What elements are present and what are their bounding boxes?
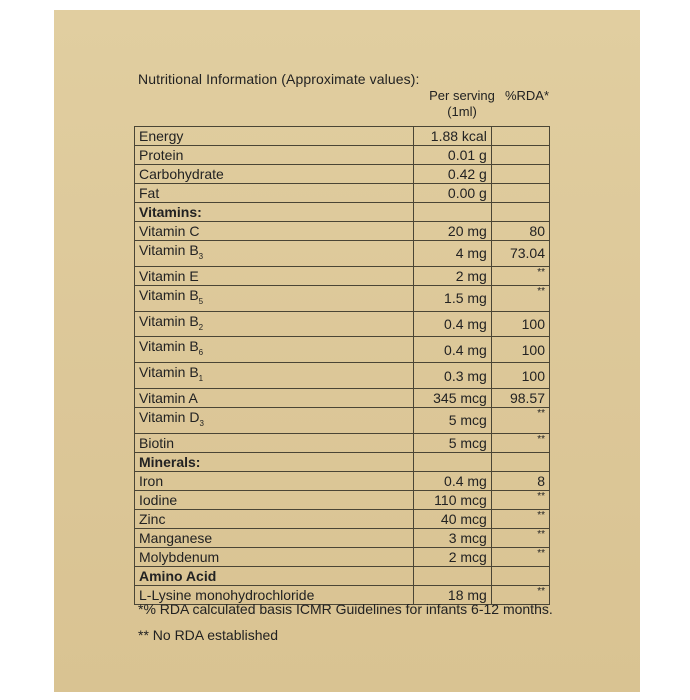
nutrient-value [413, 566, 491, 585]
nutrient-name: Carbohydrate [135, 165, 414, 184]
section-row [135, 566, 550, 585]
nutrient-value: 0.4 mg [413, 311, 491, 337]
nutrient-value: 0.3 mg [413, 363, 491, 389]
nutrient-rda: 98.57 [491, 388, 549, 407]
nutrient-value: 2 mcg [413, 547, 491, 566]
nutrient-value: 1.5 mg [413, 285, 491, 311]
nutrient-value: 20 mg [413, 222, 491, 241]
nutrition-table-body [135, 127, 550, 605]
nutrient-value: 18 mg [413, 585, 491, 604]
nutrient-value: 2 mg [413, 266, 491, 285]
nutrient-rda: ** [491, 547, 549, 566]
nutrient-rda: ** [491, 407, 549, 433]
nutrient-name: Fat [135, 184, 414, 203]
nutrient-value: 4 mg [413, 241, 491, 267]
nutrient-row [135, 146, 550, 165]
section-title: Vitamins: [135, 203, 414, 222]
nutrient-row [135, 127, 550, 146]
nutrient-rda: ** [491, 433, 549, 452]
nutrient-rda [491, 452, 549, 471]
nutrient-rda [491, 184, 549, 203]
nutrient-value: 40 mcg [413, 509, 491, 528]
nutrient-row [135, 363, 550, 389]
nutrient-rda [491, 146, 549, 165]
nutrient-row [135, 266, 550, 285]
nutrient-rda: ** [491, 490, 549, 509]
nutrient-rda: 100 [491, 311, 549, 337]
nutrient-value: 0.4 mg [413, 337, 491, 363]
nutrient-name: Vitamin $B_2$ [135, 311, 414, 337]
per-serving-header [422, 88, 502, 120]
rda-header: %RDA* [504, 88, 550, 103]
nutrient-rda: ** [491, 266, 549, 285]
nutrient-name: Molybdenum [135, 547, 414, 566]
nutrient-name: L-Lysine monohydrochloride [135, 585, 414, 604]
no-rda-note: ** No RDA established [138, 627, 279, 643]
serving-unit-label: (1ml) [447, 104, 477, 119]
nutrient-value: 345 mcg [413, 388, 491, 407]
nutrient-name: Vitamin C [135, 222, 414, 241]
nutrient-rda: ** [491, 285, 549, 311]
nutrient-rda: 8 [491, 471, 549, 490]
nutrient-value: 5 mcg [413, 407, 491, 433]
nutrient-name: Zinc [135, 509, 414, 528]
nutrient-name: Iron [135, 471, 414, 490]
nutrient-value [413, 452, 491, 471]
nutrient-rda [491, 566, 549, 585]
nutrient-value: 5 mcg [413, 433, 491, 452]
nutrient-rda: ** [491, 585, 549, 604]
nutrient-rda [491, 127, 549, 146]
nutrient-rda: ** [491, 509, 549, 528]
nutrient-name: Vitamin A [135, 388, 414, 407]
nutrient-name: Protein [135, 146, 414, 165]
nutrient-value [413, 203, 491, 222]
nutrient-name: Iodine [135, 490, 414, 509]
nutrient-row [135, 337, 550, 363]
nutrient-value: 1.88 kcal [413, 127, 491, 146]
nutrient-rda [491, 165, 549, 184]
nutrient-name: Vitamin $B_5$ [135, 285, 414, 311]
nutrition-table [134, 126, 550, 605]
nutrient-name: Biotin [135, 433, 414, 452]
nutrient-rda: 73.04 [491, 241, 549, 267]
nutrient-value: 0.4 mg [413, 471, 491, 490]
nutrient-row [135, 311, 550, 337]
nutrient-row [135, 388, 550, 407]
section-row [135, 452, 550, 471]
nutrient-row [135, 407, 550, 433]
label-card [54, 10, 640, 692]
nutrient-row [135, 490, 550, 509]
nutrient-row [135, 547, 550, 566]
nutrient-row [135, 471, 550, 490]
nutrient-name: Vitamin $B_3$ [135, 241, 414, 267]
nutrient-name: Vitamin $D_3$ [135, 407, 414, 433]
nutrient-value: 0.00 g [413, 184, 491, 203]
nutrient-name: Vitamin E [135, 266, 414, 285]
section-title: Minerals: [135, 452, 414, 471]
per-serving-label: Per serving [429, 88, 495, 103]
nutrient-rda: 100 [491, 337, 549, 363]
nutrient-row [135, 528, 550, 547]
nutrient-row [135, 184, 550, 203]
nutrient-rda: 80 [491, 222, 549, 241]
nutrient-row [135, 285, 550, 311]
nutrient-value: 3 mcg [413, 528, 491, 547]
nutrient-row [135, 509, 550, 528]
nutrient-name: Vitamin $B_6$ [135, 337, 414, 363]
section-row [135, 203, 550, 222]
rda-basis-note: *% RDA calculated basis ICMR Guidelines for infants 6-12 months. [138, 601, 553, 617]
nutrient-row [135, 433, 550, 452]
nutrient-name: Vitamin $B_1$ [135, 363, 414, 389]
nutrient-rda: 100 [491, 363, 549, 389]
nutrient-row [135, 241, 550, 267]
nutrient-row [135, 222, 550, 241]
nutrient-rda: ** [491, 528, 549, 547]
section-title: Amino Acid [135, 566, 414, 585]
table-heading: Nutritional Information (Approximate values): [138, 71, 420, 87]
nutrient-value: 0.01 g [413, 146, 491, 165]
nutrient-name: Manganese [135, 528, 414, 547]
nutrient-name: Energy [135, 127, 414, 146]
nutrient-row [135, 165, 550, 184]
nutrient-value: 110 mcg [413, 490, 491, 509]
nutrient-value: 0.42 g [413, 165, 491, 184]
nutrient-rda [491, 203, 549, 222]
